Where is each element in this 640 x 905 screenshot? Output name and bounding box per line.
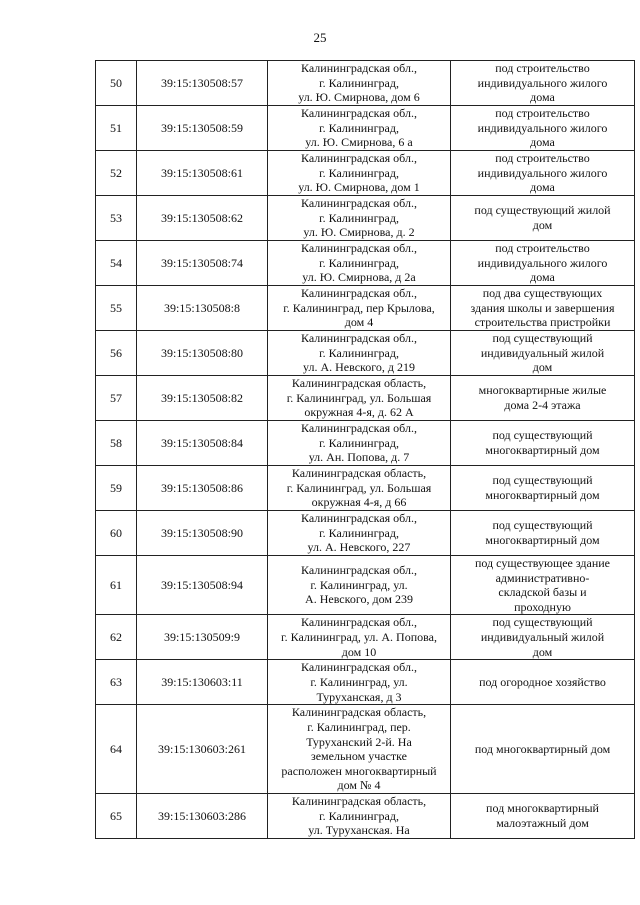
permitted-use: под существующий индивидуальный жилой дом (451, 331, 635, 376)
table-row (96, 421, 635, 466)
row-number: 58 (96, 421, 137, 466)
plot-address: Калининградская обл., г. Калининград, ул. Ю. Смирнова, д. 2 (268, 196, 451, 241)
cadastral-number: 39:15:130603:286 (137, 793, 268, 838)
plot-address: Калининградская обл., г. Калининград, ул. Ю. Смирнова, дом 6 (268, 61, 451, 106)
row-number: 63 (96, 660, 137, 705)
permitted-use: под два существующих здания школы и завершения строительства пристройки (451, 286, 635, 331)
table-row (96, 705, 635, 794)
table-row (96, 286, 635, 331)
permitted-use: под строительство индивидуального жилого дома (451, 61, 635, 106)
plot-address: Калининградская область, г. Калининград, ул. Большая окружная 4-я, д 66 (268, 466, 451, 511)
page-number: 25 (313, 30, 327, 45)
plot-address: Калининградская обл., г. Калининград, ул. Ан. Попова, д. 7 (268, 421, 451, 466)
table-row (96, 61, 635, 106)
cadastral-number: 39:15:130508:62 (137, 196, 268, 241)
table-row (96, 151, 635, 196)
plot-address: Калининградская область, г. Калининград, ул. Туруханская. На (268, 793, 451, 838)
table-row (96, 660, 635, 705)
table-row (96, 196, 635, 241)
permitted-use: под многоквартирный малоэтажный дом (451, 793, 635, 838)
cadastral-number: 39:15:130508:61 (137, 151, 268, 196)
row-number: 59 (96, 466, 137, 511)
table-row (96, 106, 635, 151)
cadastral-number: 39:15:130508:82 (137, 376, 268, 421)
cadastral-number: 39:15:130508:8 (137, 286, 268, 331)
plot-address: Калининградская обл., г. Калининград, ул. Ю. Смирнова, дом 1 (268, 151, 451, 196)
row-number: 52 (96, 151, 137, 196)
permitted-use: многоквартирные жилые дома 2-4 этажа (451, 376, 635, 421)
plot-address: Калининградская обл., г. Калининград, ул. А. Невского, д 219 (268, 331, 451, 376)
cadastral-number: 39:15:130603:261 (137, 705, 268, 794)
plot-address: Калининградская область, г. Калининград, пер. Туруханский 2-й. На земельном участке расположен многоквартирный дом № 4 (268, 705, 451, 794)
land-plots-table (95, 60, 635, 839)
table-row (96, 511, 635, 556)
plot-address: Калининградская обл., г. Калининград, ул. Ю. Смирнова, 6 а (268, 106, 451, 151)
plot-address: Калининградская область, г. Калининград, ул. Большая окружная 4-я, д. 62 А (268, 376, 451, 421)
permitted-use: под существующий жилой дом (451, 196, 635, 241)
row-number: 57 (96, 376, 137, 421)
row-number: 56 (96, 331, 137, 376)
table-row (96, 376, 635, 421)
row-number: 62 (96, 615, 137, 660)
permitted-use: под строительство индивидуального жилого дома (451, 151, 635, 196)
permitted-use: под строительство индивидуального жилого дома (451, 241, 635, 286)
row-number: 55 (96, 286, 137, 331)
row-number: 61 (96, 556, 137, 615)
plot-address: Калининградская обл., г. Калининград, ул. А. Попова, дом 10 (268, 615, 451, 660)
cadastral-number: 39:15:130508:86 (137, 466, 268, 511)
permitted-use: под строительство индивидуального жилого дома (451, 106, 635, 151)
permitted-use: под существующий индивидуальный жилой дом (451, 615, 635, 660)
cadastral-number: 39:15:130508:59 (137, 106, 268, 151)
plot-address: Калининградская обл., г. Калининград, ул. А. Невского, дом 239 (268, 556, 451, 615)
table-row (96, 241, 635, 286)
permitted-use: под огородное хозяйство (451, 660, 635, 705)
table-row (96, 466, 635, 511)
cadastral-number: 39:15:130508:74 (137, 241, 268, 286)
cadastral-number: 39:15:130508:84 (137, 421, 268, 466)
table-row (96, 793, 635, 838)
row-number: 60 (96, 511, 137, 556)
permitted-use: под существующий многоквартирный дом (451, 511, 635, 556)
permitted-use: под существующее здание административно- складской базы и проходную (451, 556, 635, 615)
row-number: 53 (96, 196, 137, 241)
row-number: 54 (96, 241, 137, 286)
permitted-use: под существующий многоквартирный дом (451, 466, 635, 511)
permitted-use: под существующий многоквартирный дом (451, 421, 635, 466)
cadastral-number: 39:15:130508:90 (137, 511, 268, 556)
cadastral-number: 39:15:130508:94 (137, 556, 268, 615)
plot-address: Калининградская обл., г. Калининград, ул. Ю. Смирнова, д 2а (268, 241, 451, 286)
row-number: 64 (96, 705, 137, 794)
table-row (96, 615, 635, 660)
plot-address: Калининградская обл., г. Калининград, пер Крылова, дом 4 (268, 286, 451, 331)
permitted-use: под многоквартирный дом (451, 705, 635, 794)
cadastral-number: 39:15:130508:57 (137, 61, 268, 106)
row-number: 65 (96, 793, 137, 838)
cadastral-number: 39:15:130508:80 (137, 331, 268, 376)
cadastral-number: 39:15:130603:11 (137, 660, 268, 705)
table-row (96, 556, 635, 615)
row-number: 51 (96, 106, 137, 151)
plot-address: Калининградская обл., г. Калининград, ул. Туруханская, д 3 (268, 660, 451, 705)
cadastral-number: 39:15:130509:9 (137, 615, 268, 660)
table-row (96, 331, 635, 376)
row-number: 50 (96, 61, 137, 106)
plot-address: Калининградская обл., г. Калининград, ул. А. Невского, 227 (268, 511, 451, 556)
